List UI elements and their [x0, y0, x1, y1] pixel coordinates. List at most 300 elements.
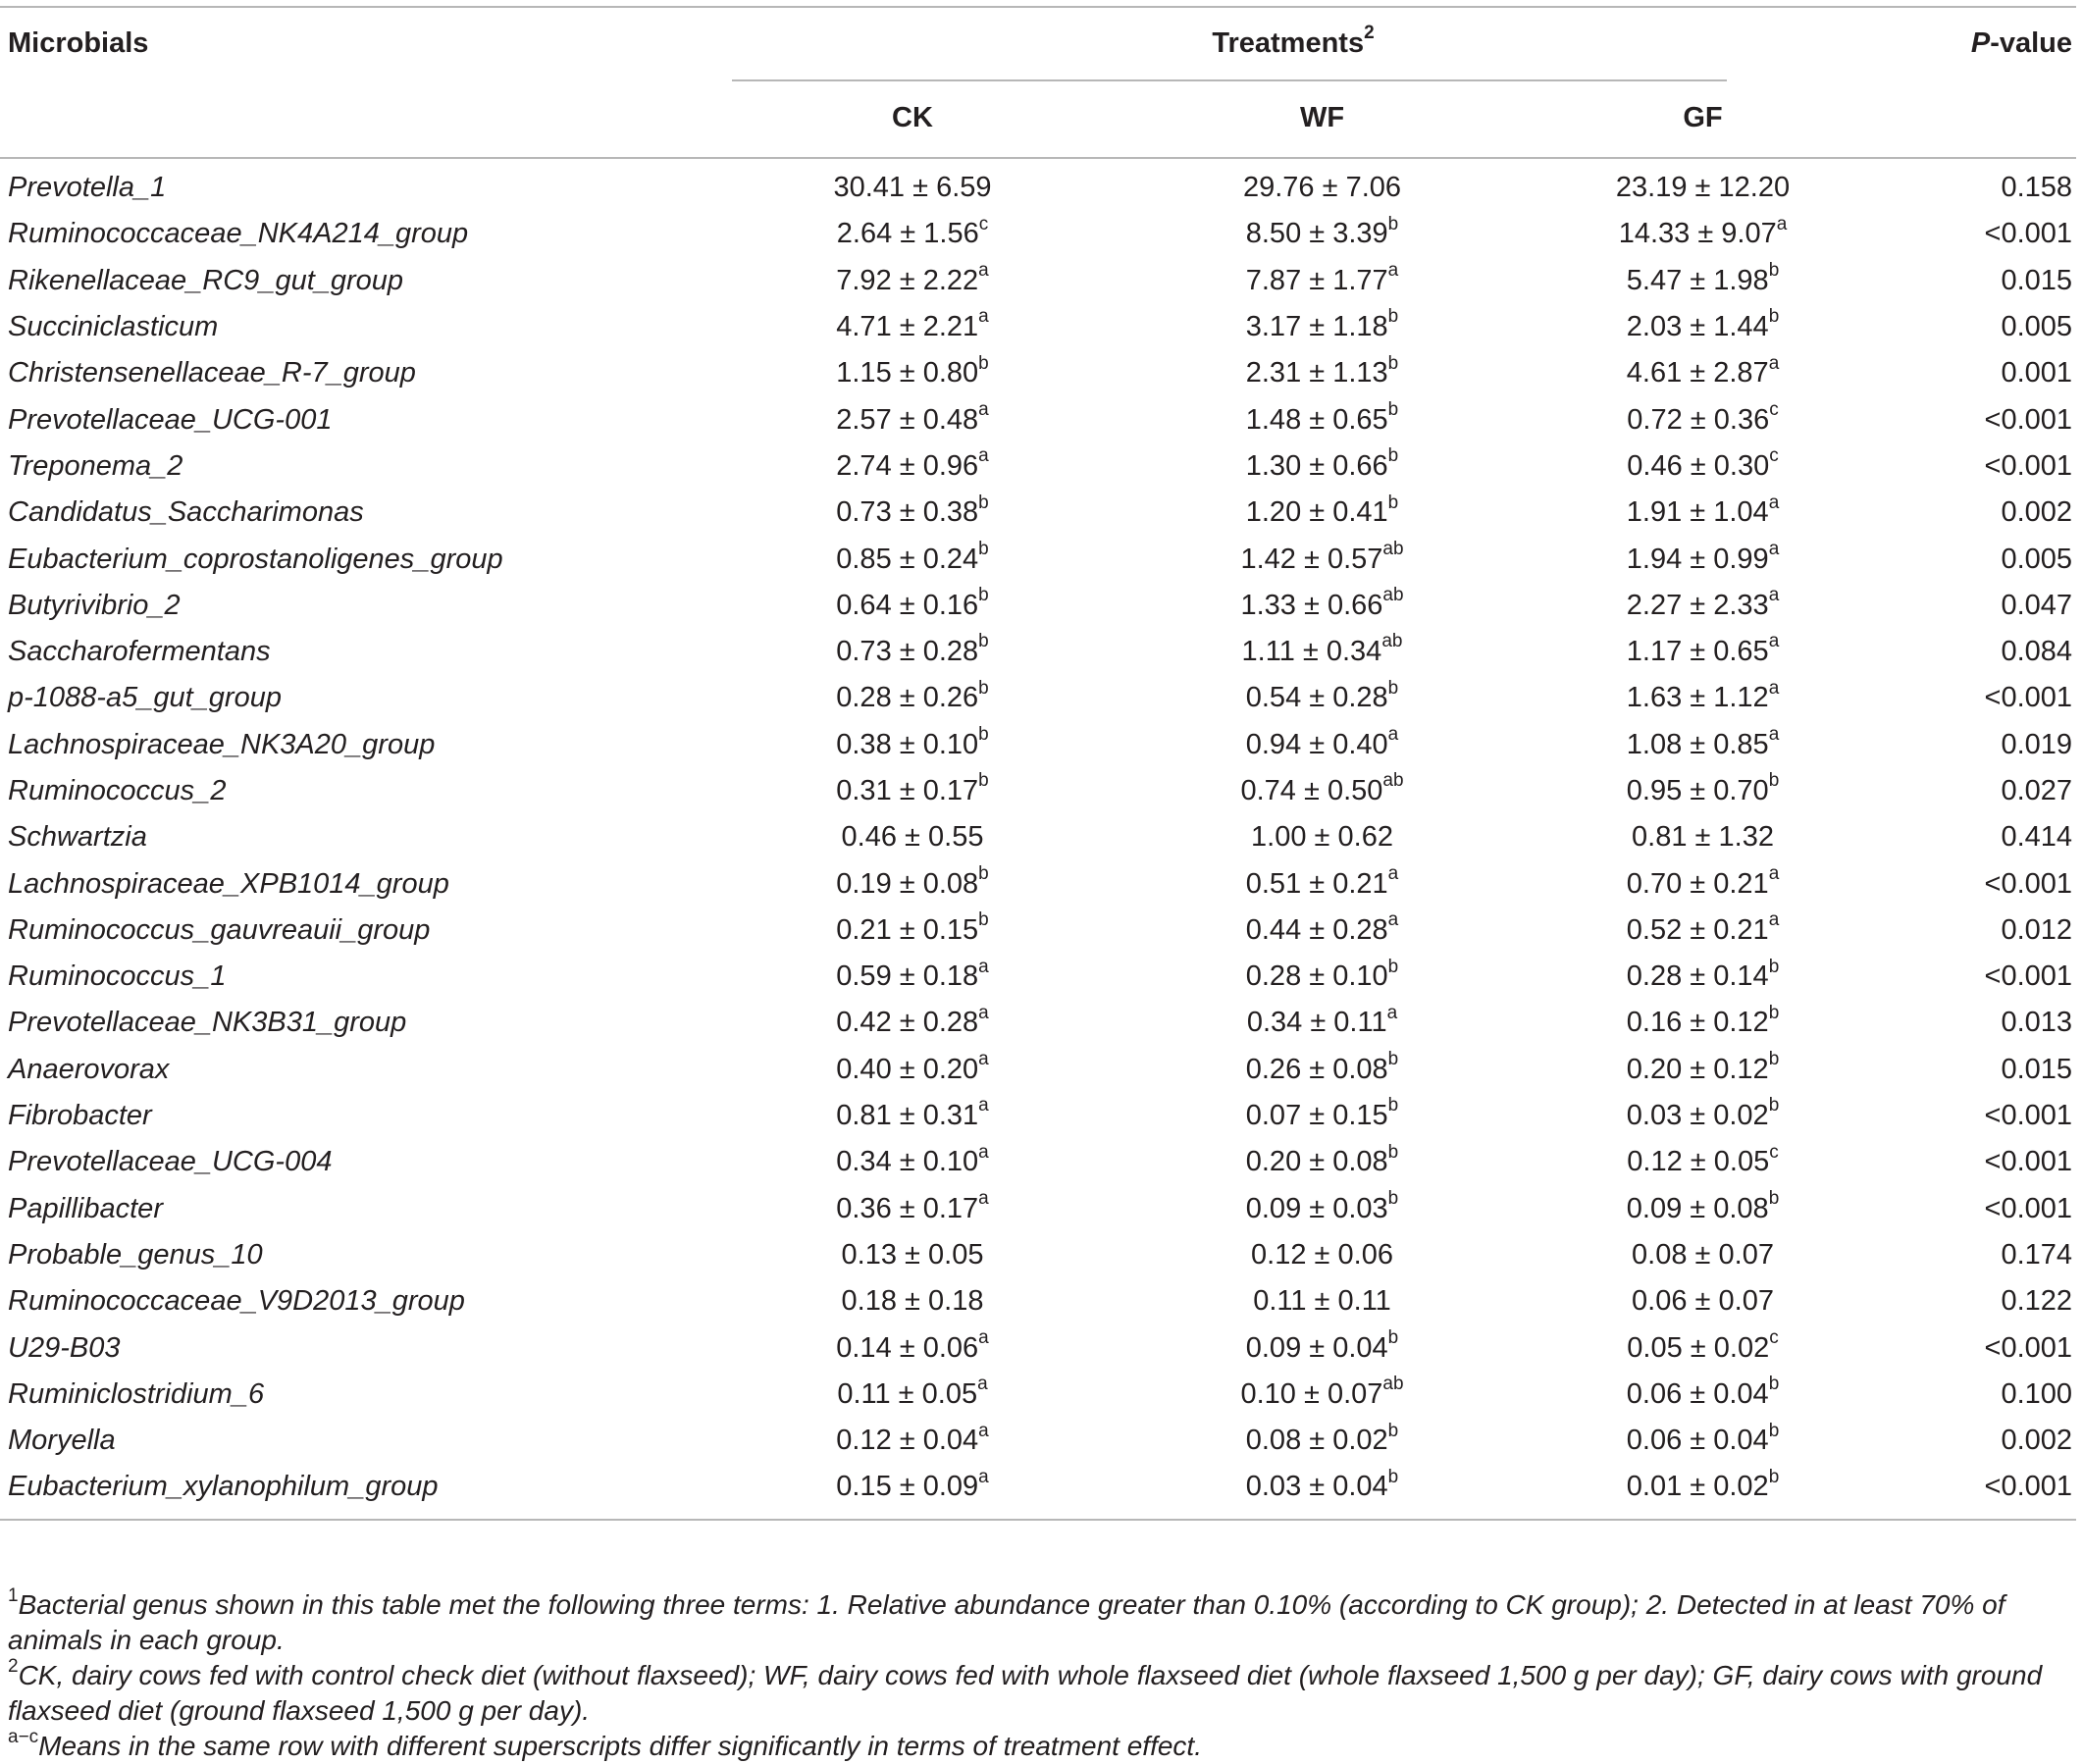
header-gf: GF	[1496, 78, 1909, 158]
genus-name	[0, 908, 677, 954]
p-value-text: 0.084	[2001, 636, 2073, 668]
gf-value-superscript: a	[1768, 352, 1780, 374]
wf-value-text: 0.09 ± 0.04	[1245, 1331, 1388, 1364]
gf-value	[1496, 814, 1909, 860]
p-value-text: <0.001	[1984, 1100, 2073, 1132]
gf-value-superscript: a	[1776, 213, 1788, 234]
gf-value-text: 0.01 ± 0.02	[1626, 1471, 1769, 1503]
wf-value-superscript: a	[1387, 862, 1399, 884]
ck-value-superscript: a	[978, 1188, 989, 1210]
p-value	[1909, 490, 2076, 536]
table-row	[0, 304, 2076, 350]
p-value-text: <0.001	[1984, 1192, 2073, 1224]
p-value	[1909, 1372, 2076, 1418]
wf-value	[1148, 1047, 1496, 1093]
gf-value-text: 0.95 ± 0.70	[1626, 775, 1769, 806]
p-value	[1909, 908, 2076, 954]
footnote-mark: 1	[8, 1584, 19, 1606]
table-row	[0, 258, 2076, 304]
wf-value-text: 29.76 ± 7.06	[1242, 172, 1402, 204]
ck-value-text: 0.19 ± 0.08	[836, 867, 979, 900]
genus-name-text: Fibrobacter	[8, 1100, 152, 1132]
p-value-text: 0.015	[2001, 1053, 2073, 1085]
genus-name	[0, 158, 677, 211]
wf-value	[1148, 954, 1496, 1000]
table-row	[0, 583, 2076, 629]
header-p-italic: P	[1970, 26, 1991, 59]
table-row	[0, 675, 2076, 721]
gf-value-text: 0.52 ± 0.21	[1626, 913, 1769, 946]
gf-value-text: 14.33 ± 9.07	[1618, 218, 1777, 250]
ck-value-superscript: b	[978, 538, 989, 559]
ck-value	[677, 443, 1148, 490]
gf-value	[1496, 908, 1909, 954]
wf-value-superscript: a	[1387, 724, 1399, 746]
ck-value-text: 0.13 ± 0.05	[841, 1238, 984, 1271]
p-value	[1909, 1278, 2076, 1324]
genus-name	[0, 1372, 677, 1418]
gf-value-superscript: a	[1768, 585, 1780, 606]
wf-value-text: 0.44 ± 0.28	[1245, 913, 1388, 946]
wf-value-text: 0.07 ± 0.15	[1245, 1100, 1388, 1132]
ck-value-text: 0.40 ± 0.20	[836, 1053, 979, 1085]
wf-value-superscript: b	[1387, 398, 1399, 420]
p-value-text: 0.001	[2001, 357, 2073, 389]
wf-value	[1148, 908, 1496, 954]
ck-value	[677, 1232, 1148, 1278]
ck-value	[677, 954, 1148, 1000]
wf-value-text: 0.11 ± 0.11	[1253, 1285, 1391, 1318]
table-body	[0, 158, 2076, 1520]
wf-value	[1148, 629, 1496, 675]
genus-name-text: Probable_genus_10	[8, 1238, 263, 1271]
header-microbials: Microbials	[0, 7, 677, 78]
wf-value-superscript: a	[1387, 909, 1399, 931]
p-value	[1909, 675, 2076, 721]
gf-value	[1496, 1418, 1909, 1464]
gf-value-text: 0.28 ± 0.14	[1626, 960, 1769, 993]
gf-value-superscript: b	[1768, 1002, 1780, 1023]
ck-value-superscript: a	[978, 398, 989, 420]
wf-value-superscript: b	[1387, 1049, 1399, 1070]
gf-value-text: 5.47 ± 1.98	[1626, 264, 1769, 296]
wf-value-superscript: ab	[1381, 631, 1403, 652]
gf-value	[1496, 583, 1909, 629]
wf-value-text: 1.30 ± 0.66	[1245, 449, 1388, 482]
genus-name	[0, 1324, 677, 1371]
wf-value-superscript: ab	[1382, 770, 1404, 792]
gf-value-text: 23.19 ± 12.20	[1615, 172, 1791, 204]
wf-value-text: 0.34 ± 0.11	[1246, 1007, 1387, 1039]
ck-value-text: 0.85 ± 0.24	[836, 543, 979, 575]
table-row	[0, 1464, 2076, 1519]
ck-value-text: 0.64 ± 0.16	[836, 589, 979, 621]
table-row	[0, 1186, 2076, 1232]
genus-name	[0, 675, 677, 721]
genus-name	[0, 1139, 677, 1185]
footnote	[8, 1655, 2072, 1729]
ck-value-text: 1.15 ± 0.80	[836, 357, 979, 389]
p-value	[1909, 211, 2076, 257]
wf-value-superscript: ab	[1382, 538, 1404, 559]
gf-value-superscript: b	[1768, 1049, 1780, 1070]
genus-name-text: Ruminococcus_1	[8, 960, 227, 993]
ck-value	[677, 350, 1148, 396]
genus-name	[0, 1232, 677, 1278]
genus-name-text: Eubacterium_xylanophilum_group	[8, 1471, 439, 1503]
gf-value-superscript: b	[1768, 1420, 1780, 1441]
table-row	[0, 814, 2076, 860]
wf-value-text: 0.10 ± 0.07	[1240, 1377, 1383, 1410]
gf-value-superscript: c	[1769, 1141, 1779, 1163]
wf-value-text: 0.20 ± 0.08	[1245, 1146, 1388, 1178]
gf-value	[1496, 158, 1909, 211]
table-row	[0, 860, 2076, 907]
wf-value-superscript: b	[1387, 1420, 1399, 1441]
p-value	[1909, 396, 2076, 442]
genus-name-text: p-1088-a5_gut_group	[8, 682, 282, 714]
ck-value	[677, 860, 1148, 907]
ck-value-text: 0.11 ± 0.05	[837, 1377, 978, 1410]
ck-value-superscript: a	[978, 1420, 989, 1441]
gf-value	[1496, 258, 1909, 304]
footnote-text: Means in the same row with different superscripts differ significantly in terms of treatment effect.	[38, 1731, 1202, 1761]
gf-value-text: 4.61 ± 2.87	[1626, 357, 1769, 389]
gf-value-text: 0.05 ± 0.02	[1627, 1331, 1770, 1364]
gf-value-text: 0.70 ± 0.21	[1626, 867, 1769, 900]
wf-value-text: 0.54 ± 0.28	[1245, 682, 1388, 714]
gf-value	[1496, 1186, 1909, 1232]
table-row	[0, 1324, 2076, 1371]
wf-value	[1148, 1232, 1496, 1278]
gf-value-superscript: a	[1768, 862, 1780, 884]
genus-name	[0, 536, 677, 582]
ck-value	[677, 629, 1148, 675]
gf-value-text: 0.12 ± 0.05	[1627, 1146, 1770, 1178]
gf-value	[1496, 722, 1909, 768]
p-value-text: 0.005	[2001, 311, 2073, 343]
p-value-text: 0.174	[2001, 1238, 2073, 1271]
ck-value	[677, 536, 1148, 582]
table-row	[0, 1000, 2076, 1046]
genus-name-text: Ruminiclostridium_6	[8, 1377, 265, 1410]
genus-name	[0, 860, 677, 907]
table-row	[0, 1139, 2076, 1185]
p-value-text: 0.005	[2001, 543, 2073, 575]
table-row	[0, 536, 2076, 582]
wf-value-superscript: a	[1386, 1002, 1398, 1023]
gf-value-superscript: a	[1768, 724, 1780, 746]
p-value-text: <0.001	[1984, 960, 2073, 993]
wf-value	[1148, 536, 1496, 582]
ck-value-superscript: a	[978, 1095, 989, 1116]
footnote-text: CK, dairy cows fed with control check diet (without flaxseed); WF, dairy cows fed with whole flaxseed diet (whole flaxseed 1,500 g per day); GF, dairy cows with ground flaxseed diet (ground flaxseed 1,500 g per day).	[8, 1660, 2043, 1726]
table-row	[0, 490, 2076, 536]
table-row	[0, 768, 2076, 814]
genus-name	[0, 1418, 677, 1464]
gf-value-text: 1.94 ± 0.99	[1626, 543, 1769, 575]
p-value	[1909, 258, 2076, 304]
wf-value	[1148, 1186, 1496, 1232]
table-row	[0, 629, 2076, 675]
gf-value	[1496, 675, 1909, 721]
gf-value	[1496, 1047, 1909, 1093]
p-value	[1909, 954, 2076, 1000]
ck-value-superscript: c	[978, 213, 989, 234]
gf-value-text: 2.27 ± 2.33	[1626, 589, 1769, 621]
wf-value-text: 1.42 ± 0.57	[1240, 543, 1383, 575]
wf-value	[1148, 768, 1496, 814]
p-value	[1909, 1232, 2076, 1278]
header-wf: WF	[1148, 78, 1496, 158]
wf-value-text: 1.20 ± 0.41	[1245, 496, 1388, 529]
wf-value	[1148, 443, 1496, 490]
table-row	[0, 1232, 2076, 1278]
wf-value	[1148, 1278, 1496, 1324]
genus-name	[0, 1093, 677, 1139]
p-value-text: 0.015	[2001, 264, 2073, 296]
p-value	[1909, 1093, 2076, 1139]
genus-name	[0, 954, 677, 1000]
genus-name	[0, 350, 677, 396]
p-value	[1909, 1000, 2076, 1046]
wf-value-superscript: a	[1387, 260, 1399, 282]
table-row	[0, 350, 2076, 396]
p-value	[1909, 1047, 2076, 1093]
ck-value	[677, 304, 1148, 350]
ck-value-text: 0.81 ± 0.31	[836, 1100, 979, 1132]
gf-value	[1496, 768, 1909, 814]
header-treatments-label: Treatments	[1212, 26, 1365, 59]
genus-name-text: Treponema_2	[8, 449, 183, 482]
gf-value-superscript: b	[1768, 1466, 1780, 1487]
table-row	[0, 908, 2076, 954]
ck-value	[677, 258, 1148, 304]
genus-name	[0, 1047, 677, 1093]
p-value-text: 0.047	[2001, 589, 2073, 621]
wf-value	[1148, 814, 1496, 860]
ck-value-superscript: a	[978, 445, 989, 467]
p-value-text: <0.001	[1984, 403, 2073, 436]
genus-name	[0, 629, 677, 675]
genus-name-text: Rikenellaceae_RC9_gut_group	[8, 264, 404, 296]
gf-value-superscript: b	[1768, 260, 1780, 282]
wf-value-text: 0.12 ± 0.06	[1251, 1238, 1393, 1271]
genus-name	[0, 583, 677, 629]
ck-value-text: 7.92 ± 2.22	[836, 264, 979, 296]
microbial-table	[0, 6, 2076, 1521]
ck-value-text: 0.31 ± 0.17	[836, 775, 979, 806]
gf-value	[1496, 629, 1909, 675]
gf-value-text: 2.03 ± 1.44	[1626, 311, 1769, 343]
wf-value-text: 0.94 ± 0.40	[1245, 728, 1388, 760]
gf-value	[1496, 954, 1909, 1000]
ck-value-superscript: b	[978, 862, 989, 884]
gf-value-text: 0.06 ± 0.07	[1632, 1285, 1774, 1318]
genus-name-text: Christensenellaceae_R-7_group	[8, 357, 416, 389]
ck-value-superscript: b	[978, 724, 989, 746]
wf-value-superscript: b	[1387, 306, 1399, 328]
genus-name	[0, 396, 677, 442]
genus-name-text: Ruminococcus_gauvreauii_group	[8, 913, 431, 946]
gf-value	[1496, 396, 1909, 442]
wf-value-superscript: b	[1387, 213, 1399, 234]
ck-value	[677, 158, 1148, 211]
ck-value-text: 0.73 ± 0.28	[836, 636, 979, 668]
wf-value-text: 0.26 ± 0.08	[1245, 1053, 1388, 1085]
table-row	[0, 1372, 2076, 1418]
p-value-text: <0.001	[1984, 449, 2073, 482]
wf-value	[1148, 675, 1496, 721]
header-ck: CK	[677, 78, 1148, 158]
wf-value	[1148, 860, 1496, 907]
ck-value-superscript: a	[978, 1049, 989, 1070]
wf-value	[1148, 304, 1496, 350]
ck-value	[677, 1278, 1148, 1324]
ck-value-superscript: b	[978, 677, 989, 699]
wf-value-text: 2.31 ± 1.13	[1245, 357, 1388, 389]
gf-value	[1496, 1464, 1909, 1519]
footnote-mark: 2	[8, 1655, 19, 1677]
genus-name	[0, 443, 677, 490]
wf-value	[1148, 1464, 1496, 1519]
ck-value-text: 0.21 ± 0.15	[836, 913, 979, 946]
gf-value	[1496, 1372, 1909, 1418]
ck-value	[677, 211, 1148, 257]
gf-value-text: 0.03 ± 0.02	[1626, 1100, 1769, 1132]
p-value-text: 0.002	[2001, 1425, 2073, 1457]
gf-value-superscript: a	[1768, 631, 1780, 652]
ck-value-text: 0.14 ± 0.06	[836, 1331, 979, 1364]
footnotes	[8, 1584, 2072, 1764]
genus-name	[0, 1464, 677, 1519]
wf-value-superscript: b	[1387, 956, 1399, 977]
ck-value	[677, 583, 1148, 629]
ck-value-superscript: b	[978, 492, 989, 513]
p-value-text: <0.001	[1984, 867, 2073, 900]
wf-value	[1148, 158, 1496, 211]
p-value-text: <0.001	[1984, 1331, 2073, 1364]
p-value	[1909, 1139, 2076, 1185]
ck-value	[677, 490, 1148, 536]
genus-name-text: Prevotellaceae_UCG-004	[8, 1146, 333, 1178]
ck-value-text: 0.36 ± 0.17	[836, 1192, 979, 1224]
p-value-text: 0.019	[2001, 728, 2073, 760]
genus-name	[0, 1278, 677, 1324]
p-value	[1909, 304, 2076, 350]
gf-value	[1496, 1278, 1909, 1324]
p-value-text: 0.414	[2001, 821, 2073, 854]
ck-value-text: 0.73 ± 0.38	[836, 496, 979, 529]
wf-value-superscript: b	[1387, 1466, 1399, 1487]
gf-value	[1496, 1093, 1909, 1139]
wf-value	[1148, 1139, 1496, 1185]
wf-value-superscript: ab	[1382, 1374, 1404, 1395]
gf-value-text: 0.72 ± 0.36	[1627, 403, 1770, 436]
genus-name-text: Lachnospiraceae_XPB1014_group	[8, 867, 449, 900]
p-value	[1909, 860, 2076, 907]
ck-value-text: 0.38 ± 0.10	[836, 728, 979, 760]
p-value	[1909, 1464, 2076, 1519]
ck-value-superscript: b	[978, 770, 989, 792]
ck-value-text: 2.74 ± 0.96	[836, 449, 979, 482]
p-value-text: 0.122	[2001, 1285, 2073, 1318]
wf-value-superscript: b	[1387, 445, 1399, 467]
ck-value-text: 30.41 ± 6.59	[833, 172, 992, 204]
genus-name-text: Ruminococcus_2	[8, 775, 227, 806]
p-value-text: 0.013	[2001, 1007, 2073, 1039]
wf-value-text: 0.09 ± 0.03	[1245, 1192, 1388, 1224]
p-value-text: 0.158	[2001, 172, 2073, 204]
ck-value-superscript: a	[978, 1326, 989, 1348]
wf-value-superscript: b	[1387, 492, 1399, 513]
genus-name-text: Ruminococcaceae_V9D2013_group	[8, 1285, 465, 1318]
header-treatments-footnote-mark: 2	[1364, 22, 1375, 43]
gf-value-superscript: c	[1769, 445, 1779, 467]
genus-name	[0, 768, 677, 814]
p-value	[1909, 814, 2076, 860]
ck-value-superscript: a	[978, 956, 989, 977]
ck-value-text: 0.12 ± 0.04	[836, 1425, 979, 1457]
table-row	[0, 158, 2076, 211]
gf-value	[1496, 304, 1909, 350]
ck-value	[677, 675, 1148, 721]
header-p-rest: -value	[1990, 26, 2073, 59]
gf-value-superscript: a	[1768, 492, 1780, 513]
ck-value-superscript: a	[978, 1466, 989, 1487]
p-value	[1909, 629, 2076, 675]
wf-value-text: 0.08 ± 0.02	[1245, 1425, 1388, 1457]
ck-value-text: 0.59 ± 0.18	[836, 960, 979, 993]
p-value-text: 0.100	[2001, 1377, 2073, 1410]
ck-value-text: 0.18 ± 0.18	[841, 1285, 984, 1318]
wf-value	[1148, 258, 1496, 304]
table-row	[0, 722, 2076, 768]
genus-name-text: Candidatus_Saccharimonas	[8, 496, 364, 529]
table-header	[0, 7, 2076, 158]
wf-value-text: 1.00 ± 0.62	[1251, 821, 1393, 854]
p-value-text: <0.001	[1984, 682, 2073, 714]
gf-value-text: 0.20 ± 0.12	[1626, 1053, 1769, 1085]
genus-name-text: Saccharofermentans	[8, 636, 271, 668]
gf-value-text: 0.06 ± 0.04	[1626, 1377, 1769, 1410]
ck-value-superscript: a	[978, 260, 989, 282]
ck-value	[677, 814, 1148, 860]
wf-value-text: 8.50 ± 3.39	[1245, 218, 1388, 250]
gf-value-superscript: b	[1768, 306, 1780, 328]
genus-name-text: Moryella	[8, 1425, 116, 1457]
wf-value	[1148, 396, 1496, 442]
ck-value-superscript: b	[978, 585, 989, 606]
gf-value-text: 0.09 ± 0.08	[1626, 1192, 1769, 1224]
p-value-text: 0.027	[2001, 775, 2073, 806]
wf-value-superscript: b	[1387, 1326, 1399, 1348]
gf-value	[1496, 860, 1909, 907]
table-row	[0, 443, 2076, 490]
ck-value-superscript: a	[977, 1374, 988, 1395]
genus-name	[0, 211, 677, 257]
wf-value-superscript: b	[1387, 352, 1399, 374]
gf-value-text: 0.08 ± 0.07	[1632, 1238, 1774, 1271]
gf-value-superscript: b	[1768, 770, 1780, 792]
gf-value	[1496, 1139, 1909, 1185]
gf-value-superscript: b	[1768, 1095, 1780, 1116]
genus-name-text: Eubacterium_coprostanoligenes_group	[8, 543, 503, 575]
p-value-text: <0.001	[1984, 1471, 2073, 1503]
gf-value-superscript: c	[1769, 398, 1779, 420]
ck-value-text: 0.34 ± 0.10	[836, 1146, 979, 1178]
ck-value	[677, 1372, 1148, 1418]
